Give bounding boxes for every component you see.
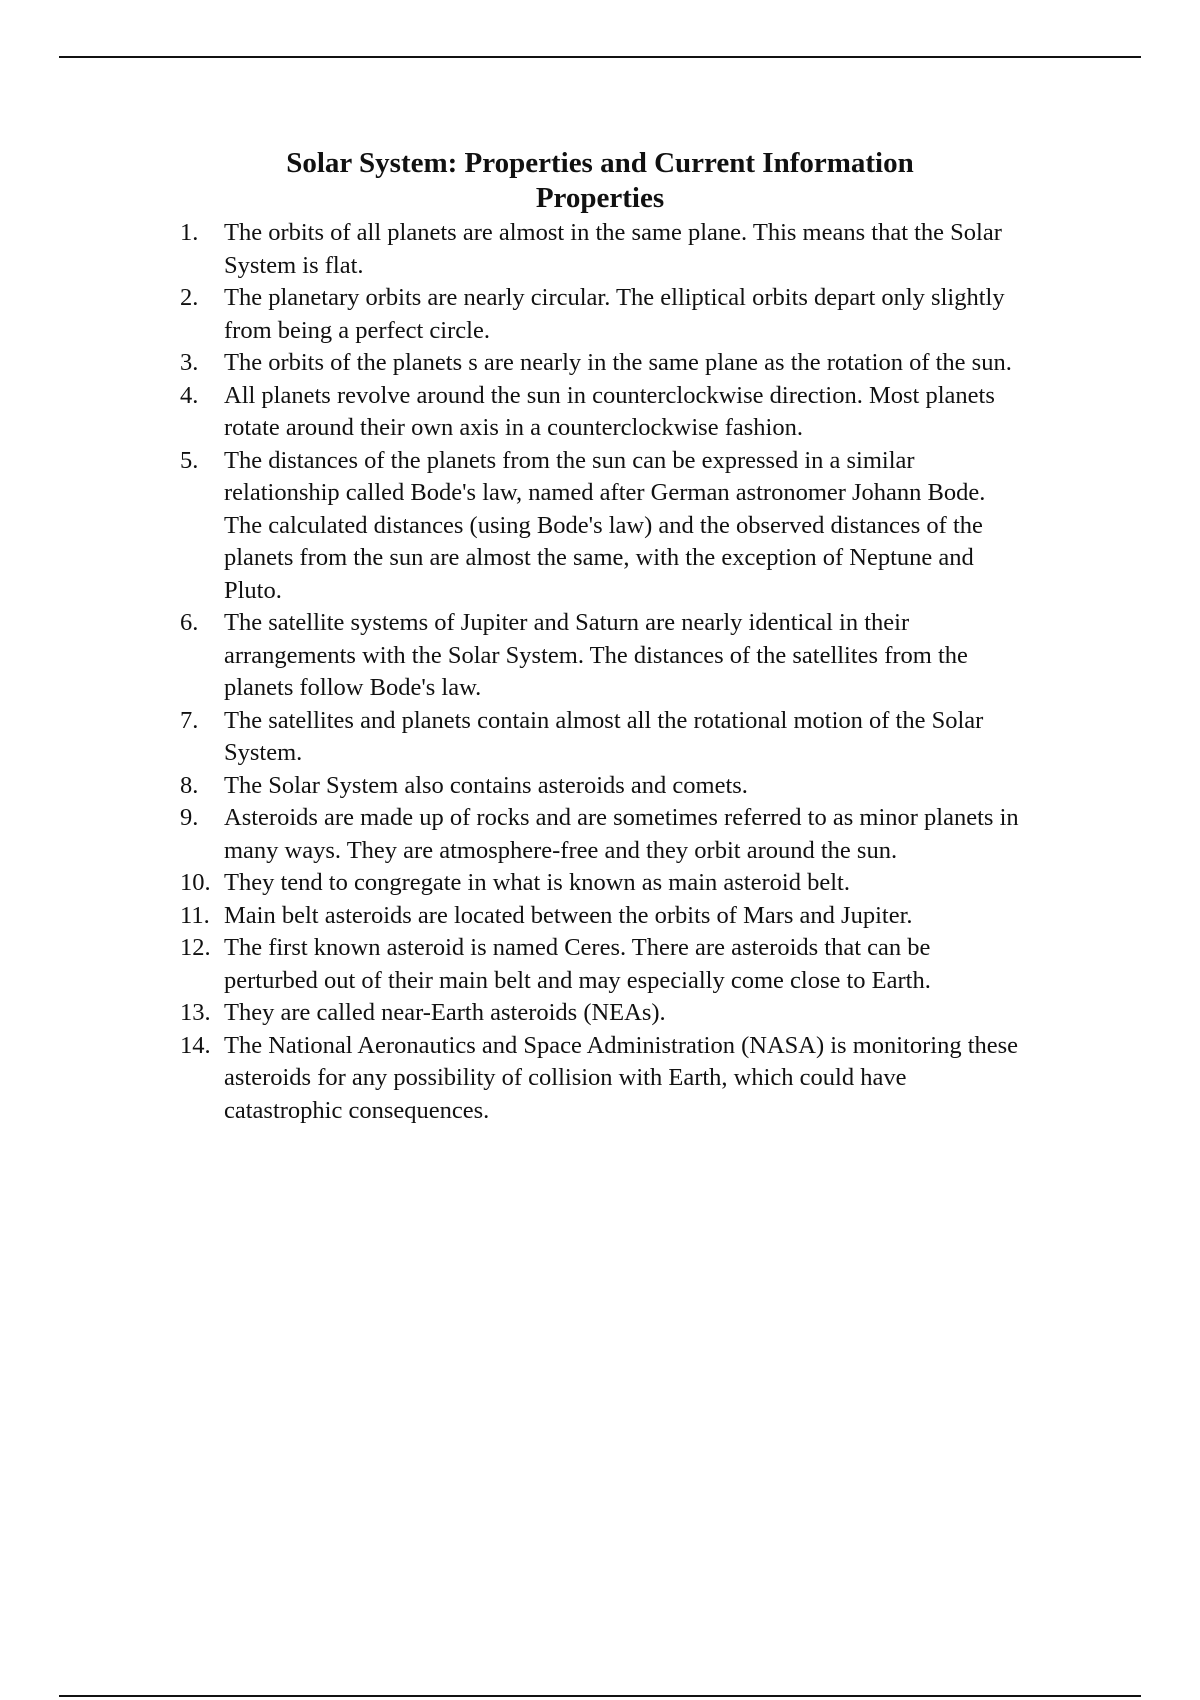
item-text: The orbits of the planets s are nearly in the same plane as the rotation of the sun. [224,349,1012,376]
list-item [180,867,1020,900]
document-body [180,145,1020,1127]
item-text: The satellites and planets contain almost all the rotational motion of the Solar System. [224,706,984,766]
list-item [180,900,1020,933]
bottom-rule [59,1695,1141,1697]
list-item [180,607,1020,705]
list-item [180,932,1020,997]
list-item [180,705,1020,770]
item-text: Main belt asteroids are located between the orbits of Mars and Jupiter. [224,901,913,929]
item-text: They tend to congregate in what is known as main asteroid belt. [224,869,850,896]
item-text: The satellite systems of Jupiter and Saturn are nearly identical in their arrangements with the Solar System. The distances of the satellites from the planets follow Bode's law. [224,609,968,701]
item-text: They are called near-Earth asteroids (NEAs). [224,999,666,1026]
list-item [180,380,1020,445]
list-item [180,217,1020,282]
item-number: 7. [180,706,199,734]
list-item [180,1030,1020,1128]
list-item [180,347,1020,380]
list-item [180,445,1020,608]
item-number: 9. [180,804,199,831]
item-text: The National Aeronautics and Space Administration (NASA) is monitoring these asteroids for any possibility of collision with Earth, which could have catastrophic consequences. [224,1031,1019,1124]
item-text: Asteroids are made up of rocks and are sometimes referred to as minor planets in many ways. They are atmosphere-free and they orbit around the sun. [224,804,1019,864]
item-number: 6. [180,609,199,636]
item-number: 14. [180,1031,211,1059]
item-text: The first known asteroid is named Ceres. There are asteroids that can be perturbed out of their main belt and may especially come close to Earth. [224,934,931,994]
item-number: 10. [180,869,211,896]
item-number: 12. [180,934,211,961]
item-number: 2. [180,284,199,311]
list-item [180,997,1020,1030]
list-item [180,802,1020,867]
list-item [180,282,1020,347]
properties-list [180,217,1020,1127]
item-number: 5. [180,446,199,474]
top-rule [59,56,1141,58]
item-number: 13. [180,999,211,1026]
list-item [180,770,1020,803]
item-number: 1. [180,219,199,246]
document-title: Solar System: Properties and Current Information [286,147,914,179]
item-number: 3. [180,349,199,376]
item-number: 11. [180,901,210,929]
item-text: All planets revolve around the sun in counterclockwise direction. Most planets rotate around their own axis in a counterclockwise fashion. [224,381,995,441]
item-text: The Solar System also contains asteroids and comets. [224,771,748,799]
item-text: The distances of the planets from the sun can be expressed in a similar relationship called Bode's law, named after German astronomer Johann Bode. The calculated distances (using Bode's law) and the observed distances of the planets from the sun are almost the same, with the exception of Neptune and Pluto. [224,446,986,604]
item-text: The orbits of all planets are almost in the same plane. This means that the Solar System is flat. [224,219,1002,279]
item-text: The planetary orbits are nearly circular. The elliptical orbits depart only slightly from being a perfect circle. [224,284,1005,344]
section-heading: Properties [535,182,665,214]
item-number: 4. [180,381,199,409]
item-number: 8. [180,771,199,799]
